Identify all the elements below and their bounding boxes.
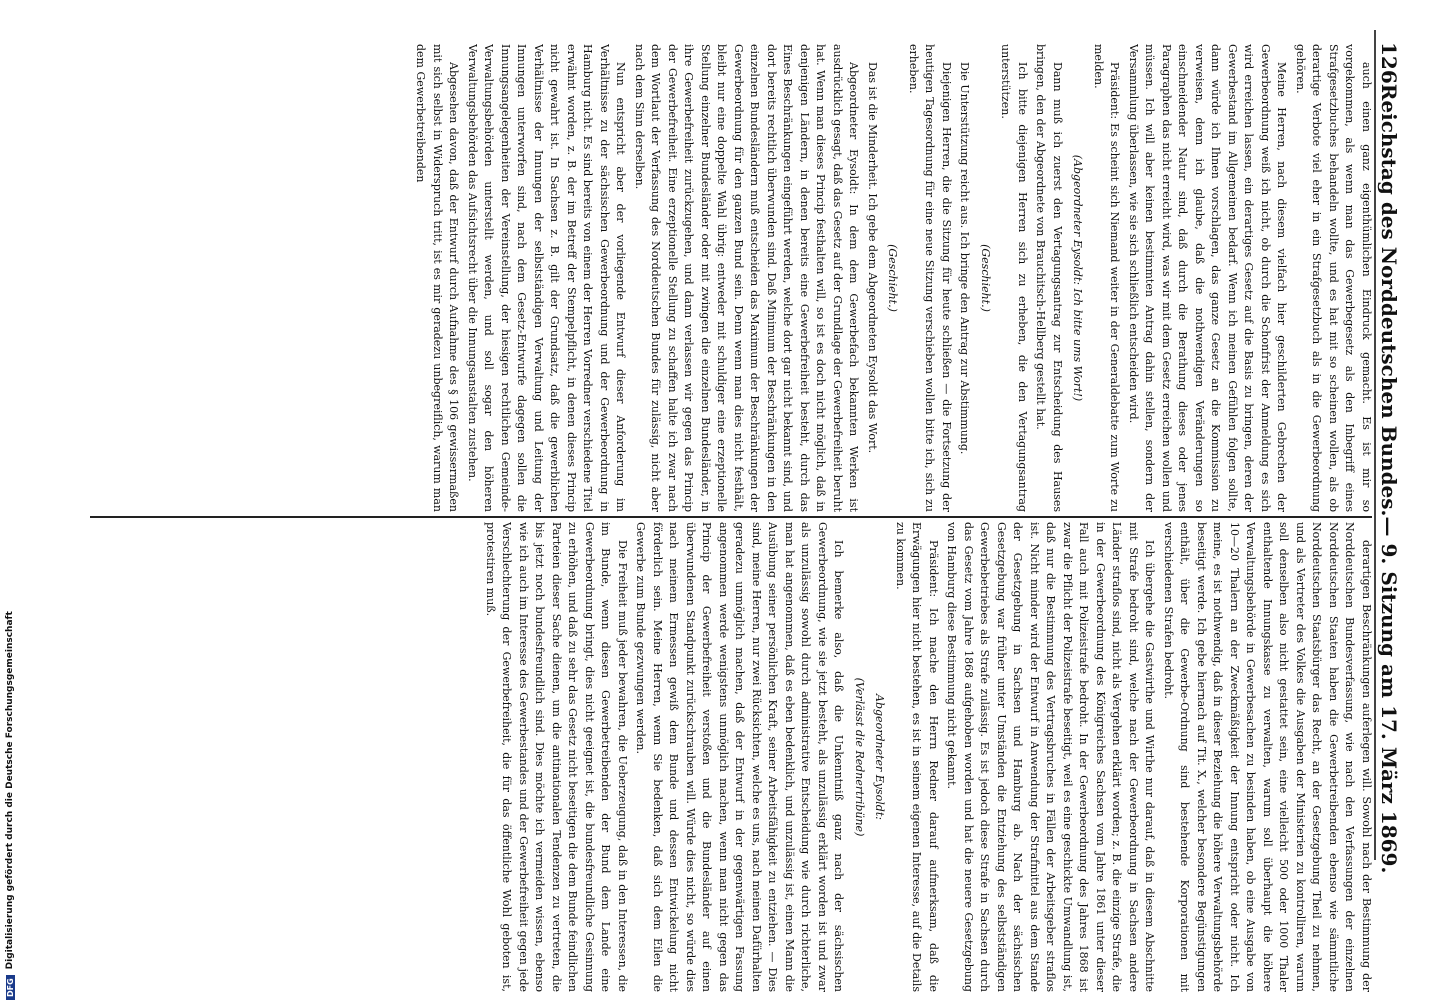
paragraph: (Geschieht.): [886, 244, 900, 312]
paragraph: derartigen Beschränkungen auferlegen will. Sowohl nach der Bestimmung der Norddeutschen Bundesverfassung, wie nach den Verfassungen der einzelnen Norddeutschen Staaten haben die Gewerbetreibenden ebenso wie sämmtliche Norddeutschen Staatsbürger das Recht, an der Gesetzgebung Theil zu nehmen, und als Vertreter des Volkes die Ausgaben der Ministerien zu kontrolliren, warum soll denselben also nicht gestattet sein, eine vielleicht 500 oder 1000 Thaler enthaltende Innungskasse zu verwalten, warum soll überhaupt die höhere Verwaltungsbehörde in Gewerbesachen zu besinden haben, ob eine Ausgabe von 10—20 Thalern an der Zweckmäßigkeit der Innung entspricht oder nicht. Ich meine, es ist nothwendig, daß in dieser Beziehung die höhere Verwaltungsbehörde beseitigt werde. Ich gebe hiernach auf Tit. X., welcher besondere Begünstigungen enthält, über die Gewerbe-Ordnung sind bestehende Korporationen mit verschiedenen Strafen bedroht.: [1162, 522, 1373, 992]
paragraph: Die Freiheit muß jeder bewahren, die Ueberzeugung, daß in den Interessen, die im Bunde, wenn diesen Gewerbetreibenden der Bund dem Lande eine Gewerbeordnung bringt, dies nicht geeignet ist, die bundesfreundliche Gesinnung zu erhöhen, und daß zu sehr das Gesetz nicht beseitigen die dem Bunde feindlichen Parteien dieser Sache dienen, um die antinationalen Tendenzen zu vertreten, die bis jetzt noch bundesfreundlich sind. Dies möchte ich vermeiden wissen, ebenso wie ich auch im Interesse des Gewerbestandes und der Gewerbefreiheit gegen jede Verschlechterung der Gewerbefreiheit, die für das öffentliche Wohl geboten ist, protestiren muß.: [484, 522, 629, 992]
paragraph: Ich bitte diejenigen Herren sich zu erheben, die den Vertagungsantrag unterstützen.: [999, 44, 1029, 512]
paragraph: Diejenigen Herren, die die Sitzung für heute schließen — die Fortsetzung der heutigen Tagesordnung für eine neue Sitzung verschieben wollen bitte ich, sich zu erheben.: [907, 44, 953, 512]
column-divider: [90, 516, 1372, 518]
paragraph: Abgeordneter Eysoldt:: [873, 694, 887, 820]
paragraph: Abgesehen davon, daß der Entwurf durch Aufnahme des § 106 gewissermaßen mit sich selbst in Widerspruch tritt, ist es mir geradezu unbegreiflich, warum man dem Gewerbetreibenden: [414, 44, 461, 512]
paragraph: Meine Herren, nach diesem vielfach hier geschilderten Gebrechen der Gewerbeordnung weiß ich nicht, ob durch die Schonfrist der Anmeldung es sich wird erreichen lassen, ein derartiges Gesetz auf die Basis zu bringen, deren der Gewerbestand im Allgemeinen bedarf. Wenn ich meinen Gefühlen folgen sollte, dann würde ich Ihnen vorschlagen, das ganze Gesetz an die Kommission zu verweisen, denn ich glaube, daß die nothwendigen Veränderungen so einschneidender Natur sind, daß durch die Berathung dieses oder jenes Paragraphen das nicht erreicht wird, was wir mit dem Gesetz erreichen wollen und müssen. Ich will aber keinen bestimmten Antrag dahin stellen, sondern der Versammlung überlassen, wie sie sich schließlich entscheiden wird.: [1127, 44, 1289, 512]
text-column-upper: [94, 44, 1374, 512]
paragraph: (Abgeordneter Eysoldt: Ich bitte ums Wort!): [1071, 154, 1085, 402]
paragraph: Ich übergehe die Gastwirthe und Wirthe nur darauf, daß in diesem Abschnitte mit Strafe bedroht sind, welche nach der Gewerbeordnung in Sachsen andere Länder straflos sind, nicht als Vergehen erklärt worden; z. B. die einzige Strafe, die in der Gewerbeordnung des Königreiches Sachsen vom Jahre 1861 unter dieser Fall auch mit Polizeistrafe bedroht. In der Gewerbeordnung des Jahres 1868 ist zwar die Pflicht der Polizeistrafe beseitigt, weil es eine geschickte Umwandlung ist, daß nur die Bestimmung des Vertragsbruches in Fällen der Arbeitsgeber straflos ist. Nicht minder wird der Entwurf in Anwendung der Strafmittel aus dem Stande der Gesetzgebung in Sachsen und Hamburg ab. Nach der sächsischen Gesetzgebung war früher unter Umständen die Entziehung des selbstständigen Gewerbebetriebes als Strafe zulässig. Es ist jedoch diese Strafe in Sachsen durch das Gesetz vom Jahre 1868 aufgehoben worden und hat die neuere Gesetzgebung von Hamburg diese Bestimmung nicht gekannt.: [945, 522, 1157, 992]
paragraph: Dann muß ich zuerst den Vertagungsantrag zur Entscheidung des Hauses bringen, den der Abgeordnete von Brauchitsch-Hellberg gestellt hat.: [1034, 44, 1064, 512]
paragraph: Präsident: Ich mache den Herrn Redner darauf aufmerksam, daß die Erwägungen hier nicht bestehen, es ist in seinem eigenen Interesse, auf die Details zu kommen.: [894, 522, 940, 992]
paragraph: (Geschieht.): [979, 244, 992, 312]
paragraph: Das ist die Minderheit. Ich gebe dem Abgeordneten Eysoldt das Wort.: [866, 62, 879, 454]
lower-column-text: [480, 522, 1375, 992]
session-info: — 9. Sitzung am 17. März 1869.: [1377, 516, 1401, 874]
page-number: 126: [1377, 42, 1401, 84]
digitization-footer: [2, 600, 18, 1000]
upper-column-text: [410, 44, 1374, 512]
paragraph: (Verlässt die Rednertribüne): [853, 677, 866, 837]
paragraph: Die Unterstützung reicht aus. Ich bringe den Antrag zur Abstimmung.: [958, 62, 972, 455]
page-header: [1376, 42, 1402, 874]
text-column-lower: [94, 522, 1374, 992]
dfg-logo: DFG: [6, 975, 15, 1000]
publication-title: Reichstag des Norddeutschen Bundes.: [1377, 83, 1401, 517]
paragraph: Ich bemerke also, daß die Unkenntniß ganz nach der sächsischen Gewerbeordnung, wie sie jetzt besteht, als unzulässig erklärt worden ist und zwar als unzulässig sowohl durch administrative Entscheidung wie durch richterliche, man hat angenommen, daß es eben bedenklich, und unzulässig ist, einen Mann die Ausübung seiner persönlichen Kraft, seiner Arbeitsfähigkeit zu entziehen. — Dies sind, meine Herren, nur zwei Rücksichten, welche es uns, nach meinen Dafürhalten geradezu unmöglich machen, daß der Entwurf in der gegenwärtigen Fassung angenommen werde wenigstens unmöglich machen, wenn man nicht gegen das Princip der Gewerbefreiheit verstoßen und die Bundesländer auf einen überwundenen Standpunkt zurückschrauben will. Würde dies nicht, so würde dies nach meinem Ermessen gewiß dem Bunde und dessen Entwickelung nicht förderlich sein. Meine Herren, wenn Sie bedenken, daß sich dem Eilen die Gewerbe zum Bunde gezwungen werden.: [634, 522, 846, 992]
paragraph: Nun entspricht aber der vorliegende Entwurf dieser Anforderung im Verhältnisse zu der sächsischen Gewerbeordnung und der Gewerbeordnung in Hamburg nicht. Es sind bereits von einem der Herren Vorredner verschiedene Titel erwähnt worden, z. B. der im Betreff der Stempelpflicht, in denen dieses Princip nicht gewahrt ist. In Sachsen z. B. gilt der Grundsatz, daß die gewerblichen Verhältnisse der Innungen der selbstständigen Verwaltung und Leitung der Innungen unterworfen sind, nach dem Gesetz-Entwurfe dagegen sollen die Innungsangelegenheiten der Vereinstellung, der hiesigen rechtlichen Gemeinde-Verwaltungsbehörden unterstellt werden, und soll sogar den höheren Verwaltungsbehörden das Aufsichtsrecht über die Innungsanstalten zustehen.: [466, 44, 628, 512]
paragraph: Abgeordneter Eysoldt: In dem dem Gewerbefach bekannten Werken ist ausdrücklich gesagt, daß das Gesetz auf der Grundlage der Gewerbefreiheit beruht hat. Wenn man dieses Princip festhalten will, so ist es doch nicht möglich, daß in denjenigen Ländern, in denen bereits eine Gewerbefreiheit besteht, durch das Eines Beschränkungen eingeführt werden, welche dort gar nicht bekannt sind, und dort bereits rechtlich überwunden sind. Daß Minimum der Beschränkungen in den einzelnen Bundesländern muß entscheiden das Maximum der Beschränkungen der Gewerbeordnung für den ganzen Bund sein. Denn wenn man dies nicht festhält, bleibt nur eine doppelte Wahl übrig: entweder mit schuldiger eine erzeptionelle Stellung einzelner Bundesländer oder mit zwingen die einzelnen Bundesländer, in ihre Gewerbefreiheit zurückzugehen, und dann verlassen wir gegen das Princip der Gewerbefreiheit. Eine erzeptionelle Stellung zu schaffen halte ich zwar nach dem Wortlaut der Verfassung des Norddeutschen Bundes für zulässig, nicht aber nach dem Sinn derselben.: [633, 44, 861, 512]
paragraph: Präsident: Es scheint sich Niemand weiter in der Generaldebatte zum Worte zu melden.: [1092, 44, 1122, 512]
paragraph: auch einen ganz eigenthümlichen Eindruck gemacht. Es ist mir so vorgekommen, als wenn man das Gewerbegesetz als den Inbegriff eines Strafgesetzbuches behandeln wollte, und es hat mit so scheinen wollen, als ob derartige Verbote viel eher in ein Strafgesetzbuch als in die Gewerbeordnung gehören.: [1294, 44, 1373, 512]
footer-text: Digitalisierung gefördert durch die Deutsche Forschungsgemeinschaft: [5, 611, 15, 970]
